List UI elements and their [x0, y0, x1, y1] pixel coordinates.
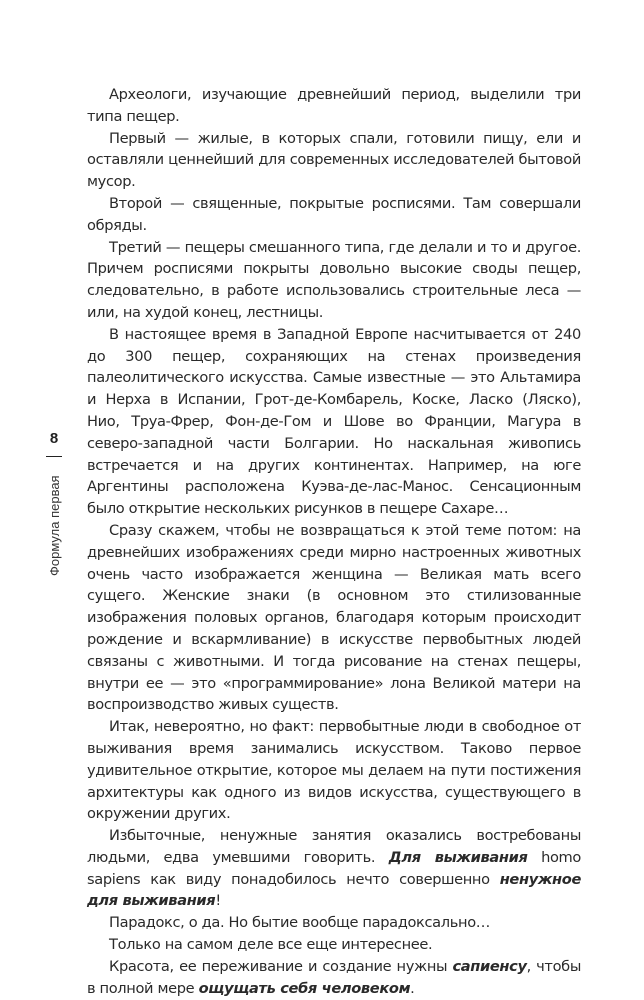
- emphasis-text: Для выживания: [388, 848, 528, 866]
- paragraph-paradox: Парадокс, о да. Но бытие вообще парадоксально…: [109, 914, 491, 932]
- paragraph-second-type: Второй — священные, покрытые росписями. Там совершали обряды.: [87, 194, 581, 234]
- paragraph-cave-types: Археологи, изучающие древнейший период, выделили три типа пещер.: [87, 86, 581, 125]
- body-text: [87, 84, 581, 999]
- paragraph-western-europe: В настоящее время в Западной Европе насчитывается от 240 до 300 пещер, сохраняющих на стенах произведения палеолитического искусства. Самые известные — это Альтамира и Нерха в Испании, Грот-де-Комбарель, Коске, Ласко (Ляско), Нио, Труа-Фрер, Фон-де-Гом и Шове во Франции, Магура в северо-западной части Болгарии. Но наскальная живопись встречается и на других континентах. Например, на юге Аргентины расположена Куэва-де-лас-Манос. Сенсационным было открытие нескольких рисунков в пещере Сахаре…: [87, 325, 581, 518]
- running-section-title: Формула первая: [47, 475, 62, 576]
- emphasis-text: ощущать себя человеком: [198, 979, 411, 997]
- paragraph-beauty: Красота, ее переживание и создание нужны сапиенсу, чтобы в полной мере ощущать себя человеком.: [87, 957, 581, 997]
- page-number: 8: [49, 430, 59, 447]
- margin-divider: [46, 456, 62, 457]
- paragraph-excess-activities: Избыточные, ненужные занятия оказались востребованы людьми, едва умевшими говорить. Для выживания homo sapiens как виду понадобилось нечто совершенно ненужное для выживания!: [87, 827, 582, 910]
- emphasis-text: ненужное для выживания: [87, 870, 581, 910]
- paragraph-first-type: Первый — жилые, в которых спали, готовили пищу, ели и оставляли ценнейший для современных исследователей бытовой мусор.: [87, 129, 581, 191]
- emphasis-text: сапиенсу: [452, 957, 527, 975]
- paragraph-art-discovery: Итак, невероятно, но факт: первобытные люди в свободное от выживания время занимались искусством. Таково первое удивительное открытие, которое мы делаем на пути постижения архитектуры как одного из видов искусства, существующего в окружении других.: [87, 718, 581, 823]
- paragraph-third-type: Третий — пещеры смешанного типа, где делали и то и другое. Причем росписями покрыты довольно высокие своды пещер, следовательно, в работе использовались строительные леса — или, на худой конец, лестницы.: [87, 238, 581, 321]
- paragraph-great-mother: Сразу скажем, чтобы не возвращаться к этой теме потом: на древнейших изображениях среди мирно настроенных животных очень часто изображается женщина — Великая мать всего сущего. Женские знаки (в основном это стилизованные изображения половых органов, благодаря которым происходит рождение и вскармливание) в искусстве первобытных людей связаны с животными. И тогда рисование на стенах пещеры, внутри ее — это «программирование» лона Великой матери на воспроизводство живых существ.: [87, 521, 581, 714]
- paragraph-more-interesting: Только на самом деле все еще интереснее.: [109, 936, 433, 954]
